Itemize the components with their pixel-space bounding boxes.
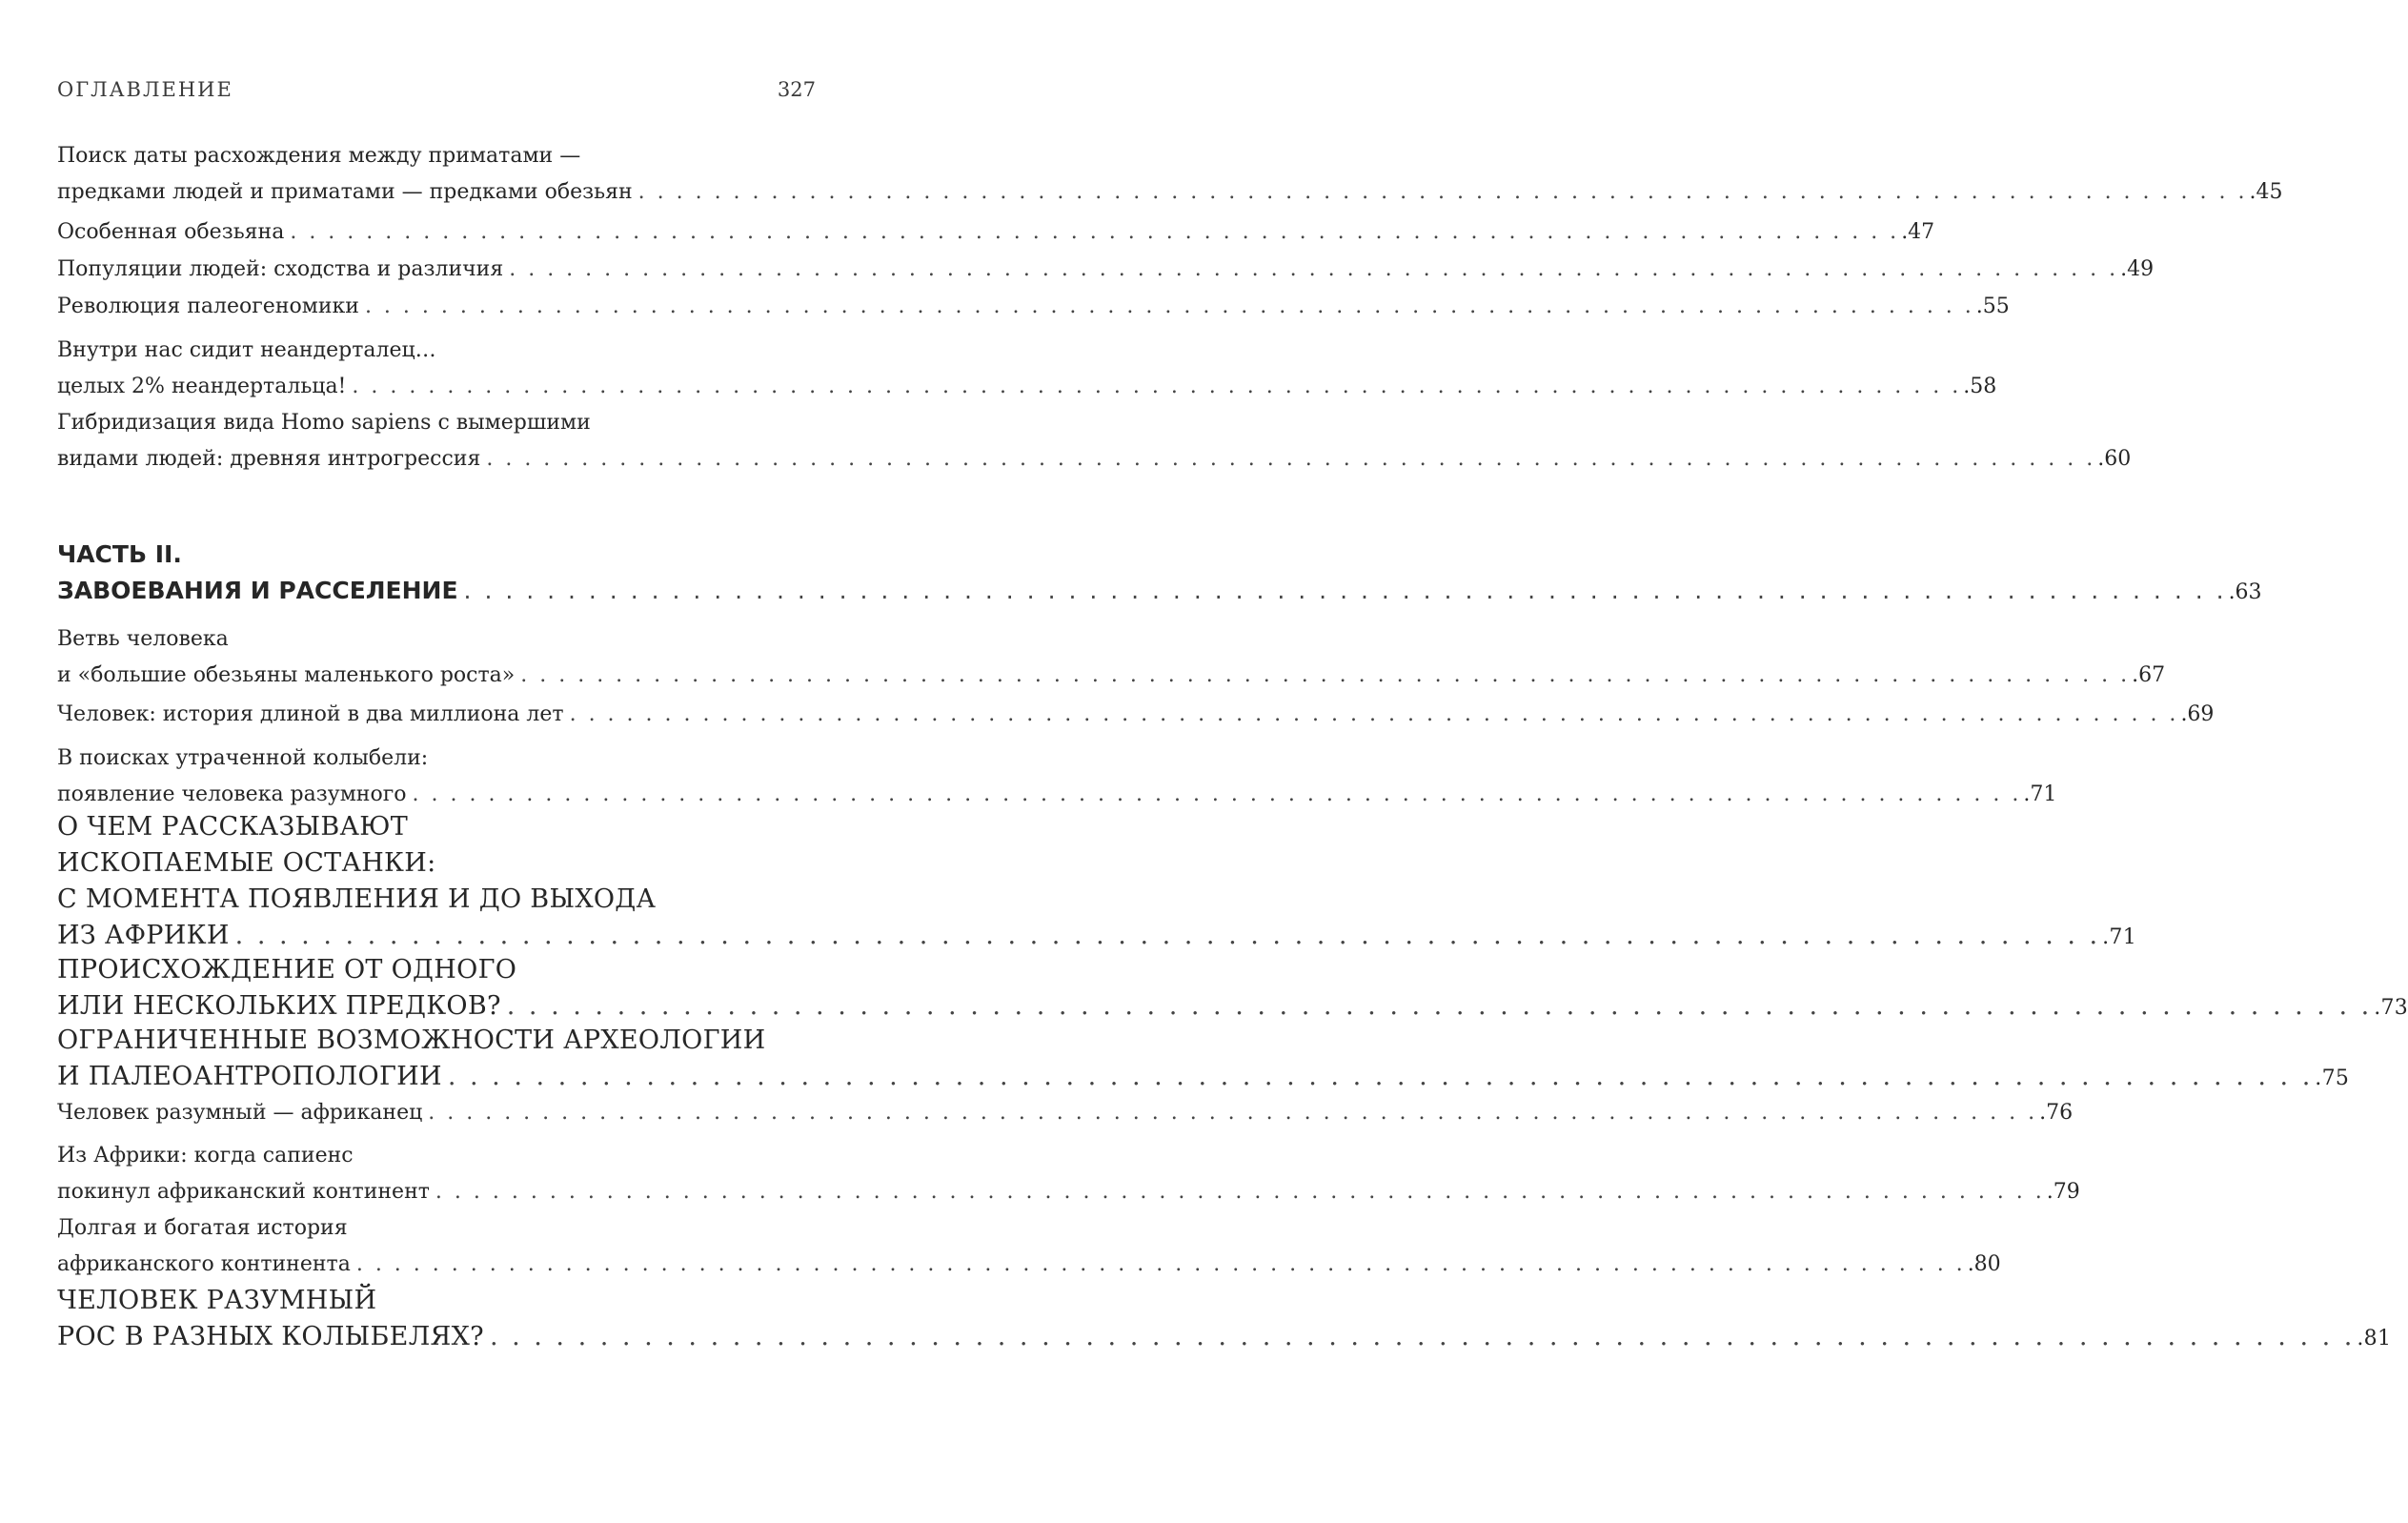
- toc-page-number: .81: [2357, 1327, 2392, 1350]
- dot-leader: . . . . . . . . . . . . . . . . . . . . . . . . . . . . . . . . . . . . . . . . . . . . . . . . . . . . . . . . . . . . . . . . . . . . . . . . . . . . . . . . . . . . .: [234, 921, 2101, 950]
- toc-page-number: .45: [2249, 180, 2283, 204]
- toc-entry-title-line: Особенная обезьяна: [57, 220, 285, 244]
- toc-entry-last-line: [57, 174, 2283, 211]
- toc-entry-title-line: видами людей: древняя интрогрессия: [57, 447, 481, 471]
- toc-entry-last-line: [57, 1319, 2392, 1357]
- toc-entry: [57, 621, 2166, 694]
- toc-entry-title-line: предками людей и приматами — предками обезьян: [57, 180, 633, 204]
- toc-entry-title-line: Поиск даты расхождения между приматами —: [57, 144, 581, 168]
- toc-entry-title-line: Из Африки: когда сапиенс: [57, 1144, 354, 1168]
- toc-entry: [57, 289, 2010, 325]
- toc-entry: [57, 138, 2283, 211]
- toc-entry-title-line: Человек разумный — африканец: [57, 1101, 423, 1125]
- toc-page-number: .49: [2120, 257, 2155, 281]
- toc-entry-last-line: [57, 1059, 2350, 1097]
- toc-entry-title-line: и «большие обезьяны маленького роста»: [57, 663, 516, 687]
- toc-entry-last-line: [57, 252, 2155, 288]
- section-title: ОГЛАВЛЕНИЕ: [57, 78, 233, 101]
- toc-page-number: .71: [2102, 925, 2137, 949]
- toc-entry-title-line: И ПАЛЕОАНТРОПОЛОГИИ: [57, 1062, 442, 1091]
- dot-leader: . . . . . . . . . . . . . . . . . . . . . . . . . . . . . . . . . . . . . . . . . . . . . . . . . . . . . . . . . . . . . . . . . . . . . . . . . . . . . . . . . . . . .: [355, 1252, 1966, 1276]
- dot-leader: . . . . . . . . . . . . . . . . . . . . . . . . . . . . . . . . . . . . . . . . . . . . . . . . . . . . . . . . . . . . . . . . . . . . . . . . . . . . . . . . . . . . .: [569, 702, 2179, 726]
- toc-section-heading: [57, 952, 2408, 1026]
- toc-entry-title-line: В поисках утраченной колыбели:: [57, 746, 429, 770]
- toc-page-number: .55: [1975, 294, 2010, 318]
- toc-page-number: .73: [2374, 996, 2408, 1020]
- toc-section-heading: [57, 1023, 2350, 1097]
- toc-page-number: .58: [1963, 375, 1997, 398]
- toc-entry: [57, 405, 2132, 477]
- toc-entry-title-line: ИЗ АФРИКИ: [57, 921, 230, 950]
- toc-entry: [57, 1095, 2074, 1131]
- toc-page-number: .63: [2228, 580, 2262, 604]
- toc-entry-last-line: [57, 1174, 2080, 1210]
- toc-entry-title-line: появление человека разумного: [57, 782, 407, 806]
- toc-entry-title-line: ОГРАНИЧЕННЫЕ ВОЗМОЖНОСТИ АРХЕОЛОГИИ: [57, 1025, 766, 1055]
- toc-page-number: .76: [2039, 1101, 2074, 1125]
- toc-entry-last-line: [57, 658, 2166, 694]
- dot-leader: . . . . . . . . . . . . . . . . . . . . . . . . . . . . . . . . . . . . . . . . . . . . . . . . . . . . . . . . . . . . . . . . . . . . . . . . . . . . . . . . . . . . .: [486, 447, 2096, 471]
- toc-entry-last-line: [57, 214, 1935, 251]
- toc-entry: [57, 741, 2057, 813]
- toc-entry: [57, 252, 2155, 288]
- toc-entry: [57, 1138, 2080, 1210]
- toc-entry-title-line: О ЧЕМ РАССКАЗЫВАЮТ: [57, 812, 409, 842]
- toc-entry: [57, 1210, 2001, 1283]
- dot-leader: . . . . . . . . . . . . . . . . . . . . . . . . . . . . . . . . . . . . . . . . . . . . . . . . . . . . . . . . . . . . . . . . . . . . . . . . . . . . . . . . . . . . .: [489, 1322, 2356, 1351]
- toc-entry: [57, 214, 1935, 251]
- dot-leader: . . . . . . . . . . . . . . . . . . . . . . . . . . . . . . . . . . . . . . . . . . . . . . . . . . . . . . . . . . . . . . . . . . . . . . . . . . . . . . . . . . . . .: [506, 991, 2373, 1021]
- toc-entry-title-line: ЗАВОЕВАНИЯ И РАССЕЛЕНИЕ: [57, 577, 458, 604]
- toc-page-number: .69: [2180, 702, 2215, 726]
- toc-entry-title-line: ИЛИ НЕСКОЛЬКИХ ПРЕДКОВ?: [57, 991, 501, 1021]
- toc-page-number: .67: [2132, 663, 2166, 687]
- dot-leader: . . . . . . . . . . . . . . . . . . . . . . . . . . . . . . . . . . . . . . . . . . . . . . . . . . . . . . . . . . . . . . . . . . . . . . . . . . . . . . . . . . . . .: [637, 180, 2248, 204]
- toc-entry-last-line: [57, 777, 2057, 813]
- toc-entry: [57, 697, 2215, 733]
- toc-entry-title-line: африканского континента: [57, 1252, 351, 1276]
- toc-entry-last-line: [57, 441, 2132, 477]
- toc-entry-last-line: [57, 573, 2262, 611]
- toc-entry-title-line: целых 2% неандертальца!: [57, 375, 347, 398]
- toc-entry-last-line: [57, 1247, 2001, 1283]
- toc-entry-title-line: Человек: история длиной в два миллиона лет: [57, 702, 564, 726]
- dot-leader: . . . . . . . . . . . . . . . . . . . . . . . . . . . . . . . . . . . . . . . . . . . . . . . . . . . . . . . . . . . . . . . . . . . . . . . . . . . . . . . . . . . . .: [364, 294, 1974, 318]
- toc-entry-title-line: РОС В РАЗНЫХ КОЛЫБЕЛЯХ?: [57, 1322, 484, 1351]
- dot-leader: . . . . . . . . . . . . . . . . . . . . . . . . . . . . . . . . . . . . . . . . . . . . . . . . . . . . . . . . . . . . . . . . . . . . . . . . . . . . . . . . . . . . .: [447, 1062, 2314, 1091]
- toc-entry-title-line: ЧЕЛОВЕК РАЗУМНЫЙ: [57, 1286, 377, 1315]
- toc-entry-title-line: Революция палеогеномики: [57, 294, 359, 318]
- toc-entry-title-line: Ветвь человека: [57, 627, 229, 651]
- toc-entry-title-line: Внутри нас сидит неандерталец…: [57, 338, 436, 362]
- page-number: 327: [777, 78, 816, 101]
- dot-leader: . . . . . . . . . . . . . . . . . . . . . . . . . . . . . . . . . . . . . . . . . . . . . . . . . . . . . . . . . . . . . . . . . . . . . . . . . . . . . . . . . . . . .: [520, 663, 2131, 687]
- toc-section-heading: [57, 1283, 2392, 1357]
- toc-entry-title-line: ПРОИСХОЖДЕНИЕ ОТ ОДНОГО: [57, 955, 517, 985]
- toc-entry: [57, 333, 1997, 405]
- toc-page-number: .60: [2097, 447, 2132, 471]
- toc-entry-title-line: ЧАСТЬ II.: [57, 540, 182, 568]
- toc-entry-title-line: С МОМЕНТА ПОЯВЛЕНИЯ И ДО ВЫХОДА: [57, 884, 657, 914]
- toc-entry-title-line: Долгая и богатая история: [57, 1216, 348, 1240]
- toc-entry-last-line: [57, 289, 2010, 325]
- running-header: [57, 78, 816, 101]
- dot-leader: . . . . . . . . . . . . . . . . . . . . . . . . . . . . . . . . . . . . . . . . . . . . . . . . . . . . . . . . . . . . . . . . . . . . . . . . . . . . . . . . . . . . .: [435, 1180, 2045, 1204]
- toc-part-heading: [57, 537, 2262, 611]
- toc-page-number: .79: [2046, 1180, 2080, 1204]
- dot-leader: . . . . . . . . . . . . . . . . . . . . . . . . . . . . . . . . . . . . . . . . . . . . . . . . . . . . . . . . . . . . . . . . . . . . . . . . . . . . . . . . . . . . .: [463, 577, 2227, 604]
- toc-entry-title-line: ИСКОПАЕМЫЕ ОСТАНКИ:: [57, 848, 436, 878]
- toc-entry-last-line: [57, 918, 2137, 956]
- dot-leader: . . . . . . . . . . . . . . . . . . . . . . . . . . . . . . . . . . . . . . . . . . . . . . . . . . . . . . . . . . . . . . . . . . . . . . . . . . . . . . . . . . . . .: [412, 782, 2022, 806]
- toc-entry-title-line: покинул африканский континент: [57, 1180, 430, 1204]
- toc-page-number: .47: [1901, 220, 1935, 244]
- toc-page-number: .71: [2023, 782, 2057, 806]
- dot-leader: . . . . . . . . . . . . . . . . . . . . . . . . . . . . . . . . . . . . . . . . . . . . . . . . . . . . . . . . . . . . . . . . . . . . . . . . . . . . . . . . . . . . .: [290, 220, 1900, 244]
- toc-section-heading: [57, 809, 2137, 956]
- toc-entry-last-line: [57, 369, 1997, 405]
- toc-entry-last-line: [57, 1095, 2074, 1131]
- toc-page-number: .75: [2315, 1066, 2350, 1090]
- dot-leader: . . . . . . . . . . . . . . . . . . . . . . . . . . . . . . . . . . . . . . . . . . . . . . . . . . . . . . . . . . . . . . . . . . . . . . . . . . . . . . . . . . . . .: [352, 375, 1962, 398]
- toc-entry-title-line: Популяции людей: сходства и различия: [57, 257, 504, 281]
- dot-leader: . . . . . . . . . . . . . . . . . . . . . . . . . . . . . . . . . . . . . . . . . . . . . . . . . . . . . . . . . . . . . . . . . . . . . . . . . . . . . . . . . . . . .: [428, 1101, 2038, 1125]
- dot-leader: . . . . . . . . . . . . . . . . . . . . . . . . . . . . . . . . . . . . . . . . . . . . . . . . . . . . . . . . . . . . . . . . . . . . . . . . . . . . . . . . . . . . .: [509, 257, 2119, 281]
- toc-entry-last-line: [57, 697, 2215, 733]
- toc-entry-last-line: [57, 988, 2408, 1026]
- toc-entry-title-line: Гибридизация вида Homo sapiens с вымершими: [57, 411, 591, 435]
- toc-page-number: .80: [1967, 1252, 2001, 1276]
